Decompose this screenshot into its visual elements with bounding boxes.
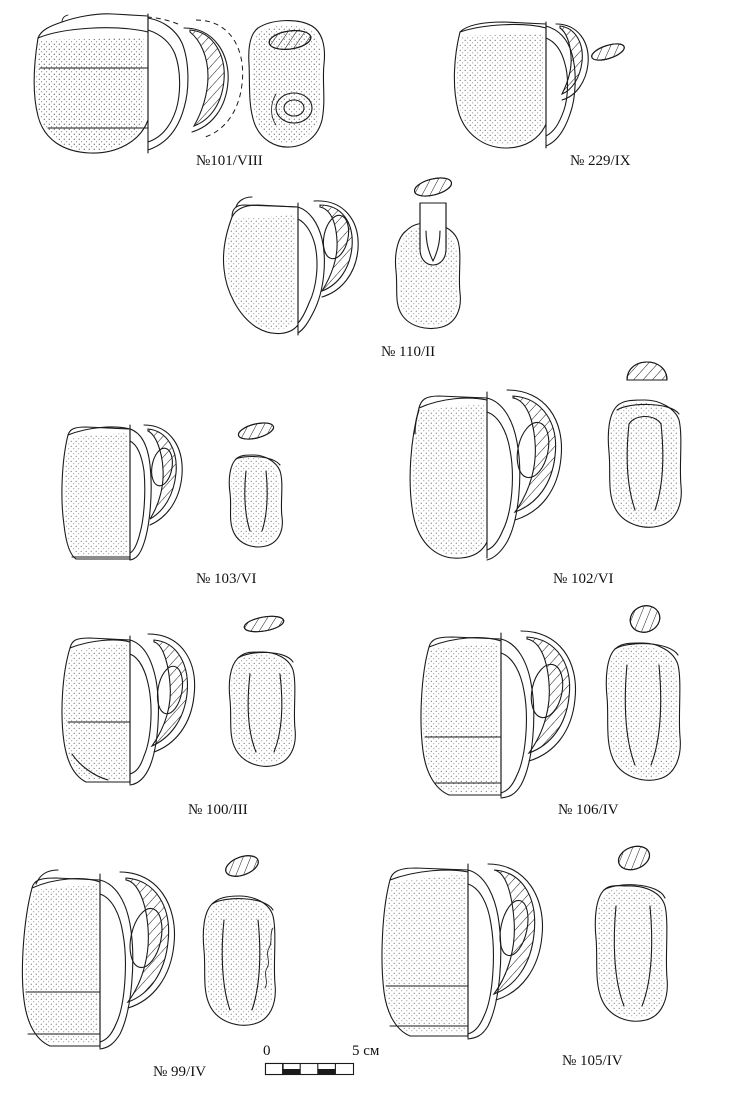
figure-caption-229-ix: № 229/IX: [570, 153, 631, 169]
figure-caption-106-iv: № 106/IV: [558, 802, 619, 818]
figure-caption-101-viii: №101/VIII: [196, 153, 263, 169]
figure-caption-99-iv: № 99/IV: [153, 1064, 207, 1080]
figure-103-vi: [50, 415, 310, 570]
scale-end-label: 5 см: [352, 1043, 380, 1059]
figure-caption-100-iii: № 100/III: [188, 802, 248, 818]
figure-caption-110-ii: № 110/II: [381, 344, 436, 360]
figure-caption-105-iv: № 105/IV: [562, 1053, 623, 1069]
figure-caption-103-vi: № 103/VI: [196, 571, 257, 587]
figure-101-viii: [18, 8, 338, 158]
figure-102-vi: [395, 362, 705, 567]
scale-bar: [265, 1063, 357, 1077]
scale-start-label: 0: [263, 1043, 271, 1059]
figure-229-ix: [444, 14, 634, 164]
figure-caption-102-vi: № 102/VI: [553, 571, 614, 587]
figure-100-iii: [48, 612, 313, 797]
figure-106-iv: [405, 605, 705, 800]
figure-99-iv: [10, 848, 300, 1053]
figure-105-iv: [368, 842, 698, 1047]
figure-110-ii: [200, 175, 500, 345]
